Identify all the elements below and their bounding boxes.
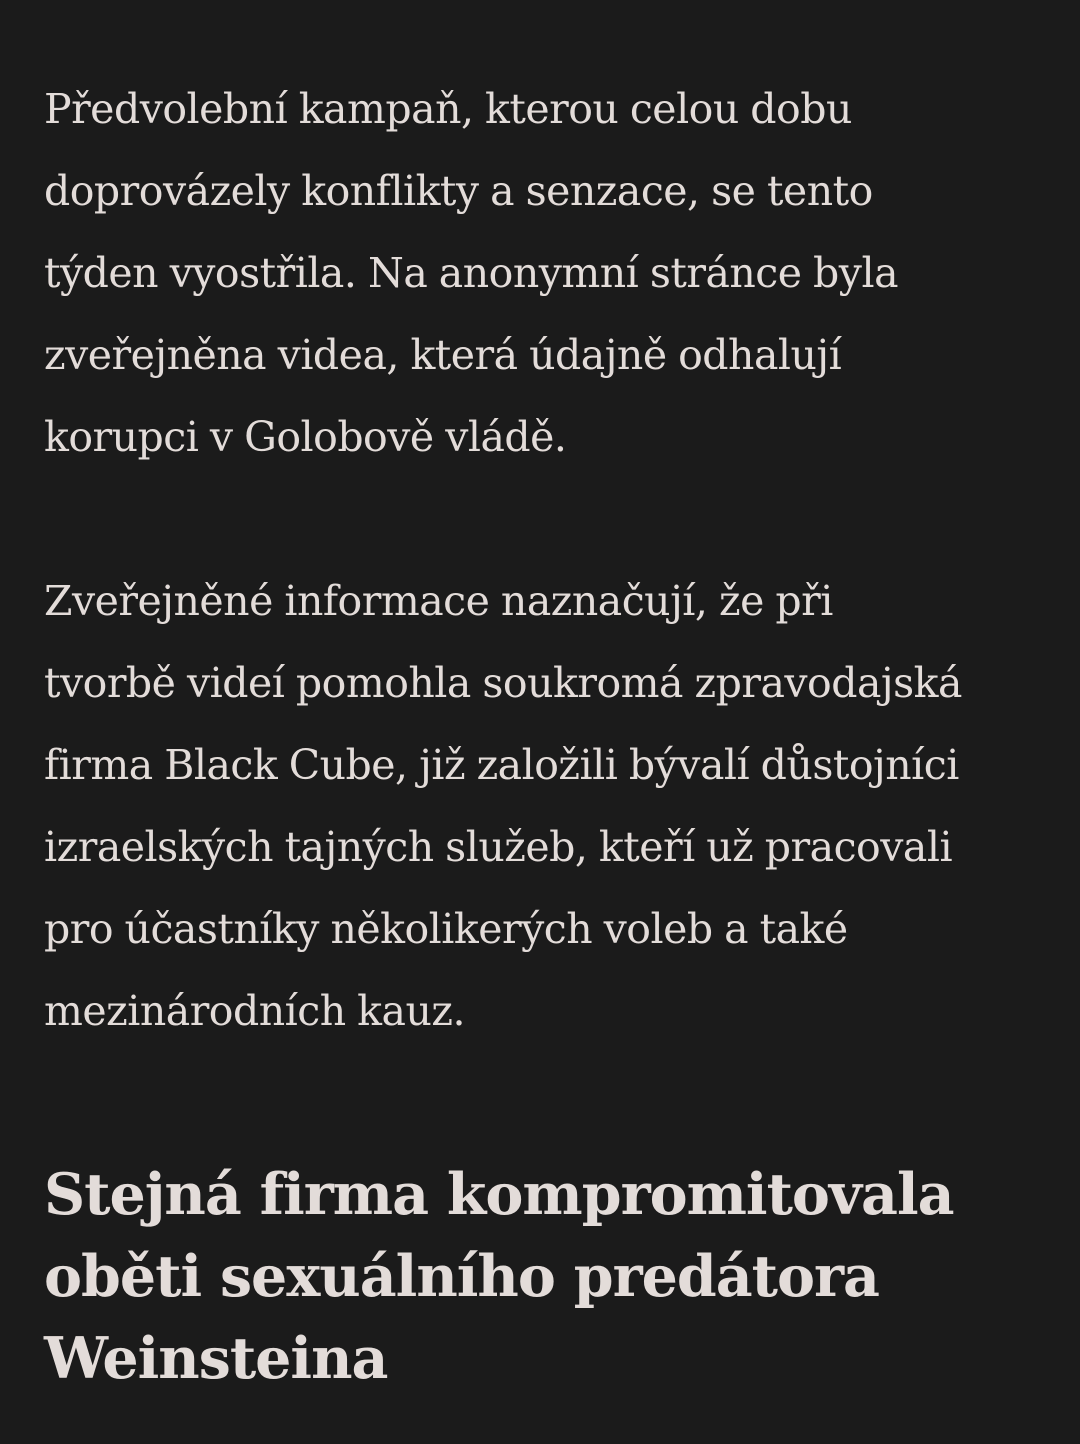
article-paragraph: Předvolební kampaň, kterou celou dobu doprovázely konflikty a senzace, se tento týden vyostřila. Na anonymní stránce byla zveřejněna videa, která údajně odhalují korupci v Golobově vládě. [44,85,899,461]
article-paragraph: Zveřejněné informace naznačují, že při tvorbě videí pomohla soukromá zpravodajská firma Black Cube, již založili bývalí důstojníci izraelských tajných služeb, kteří už pracovali pro účastníky několikerých voleb a také mezinárodních kauz. [44,577,962,1035]
section-heading: Stejná firma kompromitovala oběti sexuálního predátora Weinsteina [44,1161,954,1392]
